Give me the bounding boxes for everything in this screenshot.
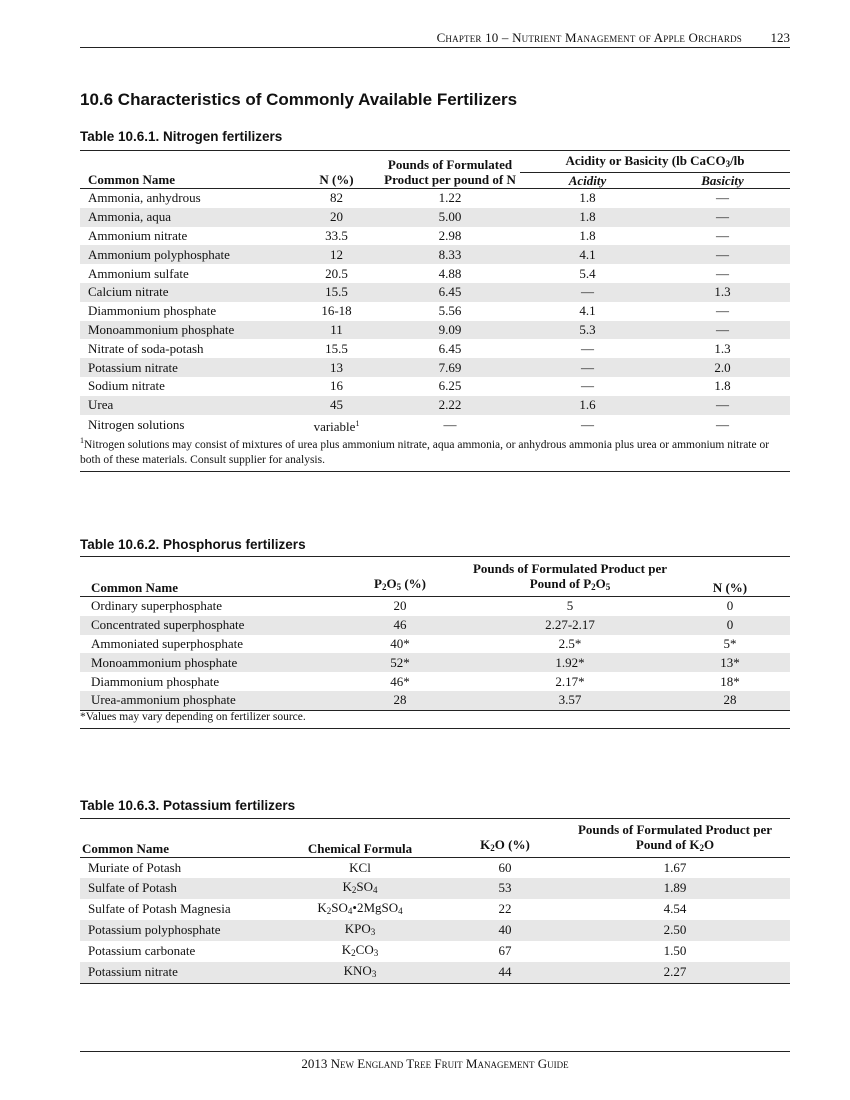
cell-k2o-percent: 67 (498, 943, 512, 958)
table-row (80, 920, 790, 941)
cell-common-name: Potassium nitrate (80, 962, 270, 984)
cell-n-percent: 20.5 (325, 265, 348, 281)
cell-p2o5-percent: 52* (330, 653, 470, 672)
page-header (80, 30, 790, 48)
table-row (80, 672, 790, 691)
cell-acidity: — (581, 378, 594, 394)
cell-common-name: Diammonium phosphate (91, 673, 220, 689)
cell-acidity: 4.1 (520, 245, 655, 264)
table-row (80, 321, 790, 340)
cell-acidity: 1.6 (520, 396, 655, 415)
table-row (80, 264, 790, 283)
cell-chemical-formula: $KPO_3$ (270, 920, 450, 941)
cell-basicity: — (716, 190, 729, 206)
section-title: 10.6 Characteristics of Commonly Available Fertilizers (80, 90, 518, 109)
col-pounds-per-n: Pounds of Formulated Product per pound of N (380, 151, 520, 189)
cell-acidity: 1.8 (579, 227, 596, 243)
col-k2o-percent: $K_2O$ (%) (480, 837, 530, 853)
col-acidity: Acidity (520, 173, 655, 189)
table1-footnote: $^1$Nitrogen solutions may consist of mixtures of urea plus ammonium nitrate, aqua ammonia, or anhydrous ammonia plus urea or ammonium nitrate or both of these materials. Consult supplier for analysis. (80, 431, 790, 472)
cell-pounds: 1.50 (663, 943, 687, 958)
cell-pounds: 4.88 (438, 265, 462, 281)
table2-footnote: *Values may vary depending on fertilizer source. (80, 708, 790, 729)
cell-pounds: 2.98 (438, 227, 462, 243)
cell-n-percent: 12 (293, 245, 380, 264)
cell-p2o5-percent: 40* (390, 635, 410, 651)
col-pounds-per-k2o: Pounds of Formulated Product per Pound of $K_2O$ (577, 822, 773, 853)
col-n-percent: N (%) (712, 580, 748, 595)
cell-common-name: Urea (80, 396, 293, 415)
table-row (80, 635, 790, 654)
table-row (80, 358, 790, 377)
cell-basicity: — (716, 227, 729, 243)
cell-p2o5-percent: 20 (393, 598, 407, 614)
cell-pounds: 1.22 (438, 190, 462, 206)
cell-n-percent: 11 (293, 321, 380, 340)
cell-pounds: 2.22 (380, 396, 520, 415)
cell-pounds: 6.45 (380, 283, 520, 302)
cell-n-percent: 33.5 (325, 227, 348, 243)
cell-acidity: 1.8 (579, 190, 596, 206)
cell-pounds: 2.27 (560, 962, 790, 984)
cell-common-name: Muriate of Potash (88, 859, 182, 875)
cell-acidity: — (520, 358, 655, 377)
table-row (80, 227, 790, 246)
table-row (80, 858, 790, 878)
cell-acidity: 4.1 (579, 303, 596, 319)
cell-common-name: Diammonium phosphate (88, 303, 217, 319)
cell-acidity: 1.8 (520, 208, 655, 227)
cell-acidity: — (581, 417, 594, 433)
cell-pounds: 1.92* (470, 653, 670, 672)
cell-common-name: Ordinary superphosphate (91, 598, 223, 614)
cell-k2o-percent: 60 (498, 859, 512, 875)
cell-common-name: Sodium nitrate (88, 378, 165, 394)
cell-common-name: Calcium nitrate (80, 283, 293, 302)
col-common-name: Common Name (82, 841, 170, 856)
cell-pounds: 9.09 (380, 321, 520, 340)
cell-pounds: 1.89 (560, 878, 790, 899)
table-row (80, 396, 790, 415)
cell-n-percent: 82 (330, 190, 343, 206)
cell-pounds: 8.33 (380, 245, 520, 264)
cell-pounds: — (443, 417, 457, 433)
cell-common-name: Concentrated superphosphate (80, 616, 330, 635)
cell-pounds: 4.54 (663, 901, 687, 916)
cell-acidity: 5.4 (579, 265, 596, 281)
cell-basicity: — (655, 321, 790, 340)
cell-acidity: — (581, 340, 594, 356)
cell-pounds: 2.27-2.17 (470, 616, 670, 635)
table-row (80, 245, 790, 264)
cell-p2o5-percent: 46* (390, 673, 410, 689)
page-number: 123 (770, 30, 790, 45)
table-row (80, 962, 790, 984)
table2-caption: Table 10.6.2. Phosphorus fertilizers (80, 537, 306, 552)
cell-common-name: Potassium nitrate (80, 358, 293, 377)
cell-chemical-formula: $K_2SO_4•2MgSO_4$ (317, 899, 403, 916)
cell-basicity: — (716, 303, 729, 319)
cell-n-percent: 28 (670, 691, 790, 710)
table-row (80, 899, 790, 920)
cell-n-percent: 45 (293, 396, 380, 415)
cell-n-percent: 15.5 (325, 340, 348, 356)
phosphorus-table (80, 556, 790, 711)
cell-n-percent: 15.5 (293, 283, 380, 302)
cell-common-name: Ammonium sulfate (88, 265, 189, 281)
cell-k2o-percent: 44 (450, 962, 560, 984)
col-p2o5-percent: $P_2O_5$ (%) (374, 576, 426, 592)
page-footer: 2013 New England Tree Fruit Management Guide (80, 1051, 790, 1072)
table-row (80, 878, 790, 899)
cell-pounds: 2.50 (560, 920, 790, 941)
cell-pounds: 5.00 (380, 208, 520, 227)
cell-basicity: — (655, 396, 790, 415)
table-row (80, 377, 790, 396)
cell-common-name: Sulfate of Potash (80, 878, 270, 899)
cell-pounds: 2.17* (555, 673, 585, 689)
cell-n-percent: variable$^1$ (313, 418, 360, 434)
cell-common-name: Potassium polyphosphate (80, 920, 270, 941)
cell-basicity: 1.3 (714, 340, 731, 356)
table-row (80, 653, 790, 672)
cell-common-name: Ammonium nitrate (88, 227, 188, 243)
cell-n-percent: 0 (670, 616, 790, 635)
cell-common-name: Nitrogen solutions (88, 417, 185, 433)
cell-pounds: 5.56 (438, 303, 462, 319)
cell-k2o-percent: 53 (450, 878, 560, 899)
cell-pounds: 2.5* (558, 635, 582, 651)
cell-common-name: Ammonia, aqua (80, 208, 293, 227)
col-n-percent: N (%) (293, 151, 380, 189)
cell-pounds: 1.67 (663, 859, 687, 875)
cell-acidity: 5.3 (520, 321, 655, 340)
cell-basicity: 1.3 (655, 283, 790, 302)
cell-common-name: Nitrate of soda-potash (88, 340, 204, 356)
cell-common-name: Monoammonium phosphate (80, 321, 293, 340)
table-row (80, 597, 790, 616)
col-basicity: Basicity (655, 173, 790, 189)
cell-common-name: Ammonia, anhydrous (88, 190, 201, 206)
cell-acidity: — (520, 283, 655, 302)
col-chemical-formula: Chemical Formula (307, 841, 413, 856)
cell-p2o5-percent: 28 (330, 691, 470, 710)
cell-basicity: — (716, 417, 729, 433)
cell-n-percent: 16 (330, 378, 343, 394)
col-common-name: Common Name (80, 151, 293, 189)
cell-chemical-formula: $KNO_3$ (270, 962, 450, 984)
cell-basicity: 1.8 (714, 378, 731, 394)
cell-common-name: Urea-ammonium phosphate (80, 691, 330, 710)
cell-chemical-formula: KCl (349, 859, 371, 875)
cell-common-name: Potassium carbonate (88, 943, 196, 958)
table3-caption: Table 10.6.3. Potassium fertilizers (80, 798, 296, 813)
table-row (80, 616, 790, 635)
cell-pounds: 5 (566, 598, 574, 614)
cell-n-percent: 5* (723, 635, 737, 651)
cell-basicity: — (655, 208, 790, 227)
cell-basicity: — (716, 265, 729, 281)
cell-n-percent: 13* (670, 653, 790, 672)
cell-n-percent: 16-18 (321, 303, 352, 319)
cell-chemical-formula: $K_2CO_3$ (341, 941, 379, 958)
cell-pounds: 3.57 (470, 691, 670, 710)
table-row (80, 283, 790, 302)
cell-common-name: Sulfate of Potash Magnesia (88, 901, 231, 916)
cell-k2o-percent: 22 (498, 901, 512, 916)
potassium-table (80, 818, 790, 984)
cell-p2o5-percent: 46 (330, 616, 470, 635)
cell-common-name: Ammoniated superphosphate (91, 635, 243, 651)
cell-pounds: 6.25 (438, 378, 462, 394)
table-row (80, 302, 790, 321)
nitrogen-table (80, 150, 790, 436)
col-acidity-basicity: Acidity or Basicity (lb CaCO$_3$/lb (520, 151, 790, 173)
cell-k2o-percent: 40 (450, 920, 560, 941)
cell-common-name: Monoammonium phosphate (80, 653, 330, 672)
cell-basicity: — (655, 245, 790, 264)
cell-basicity: 2.0 (655, 358, 790, 377)
table-row (80, 189, 790, 208)
table-row (80, 339, 790, 358)
cell-pounds: 6.45 (438, 340, 462, 356)
cell-n-percent: 13 (293, 358, 380, 377)
cell-n-percent: 0 (726, 598, 734, 614)
col-common-name: Common Name (91, 580, 179, 595)
cell-chemical-formula: $K_2SO_4$ (270, 878, 450, 899)
table1-caption: Table 10.6.1. Nitrogen fertilizers (80, 129, 283, 144)
col-pounds-per-p2o5: Pounds of Formulated Product per Pound of $P_2O_5$ (472, 561, 668, 592)
cell-common-name: Ammonium polyphosphate (80, 245, 293, 264)
chapter-title: Chapter 10 – Nutrient Management of Apple Orchards (436, 30, 742, 45)
cell-n-percent: 20 (293, 208, 380, 227)
cell-n-percent: 18* (720, 673, 740, 689)
cell-pounds: 7.69 (380, 358, 520, 377)
table-row (80, 941, 790, 962)
table-row (80, 208, 790, 227)
